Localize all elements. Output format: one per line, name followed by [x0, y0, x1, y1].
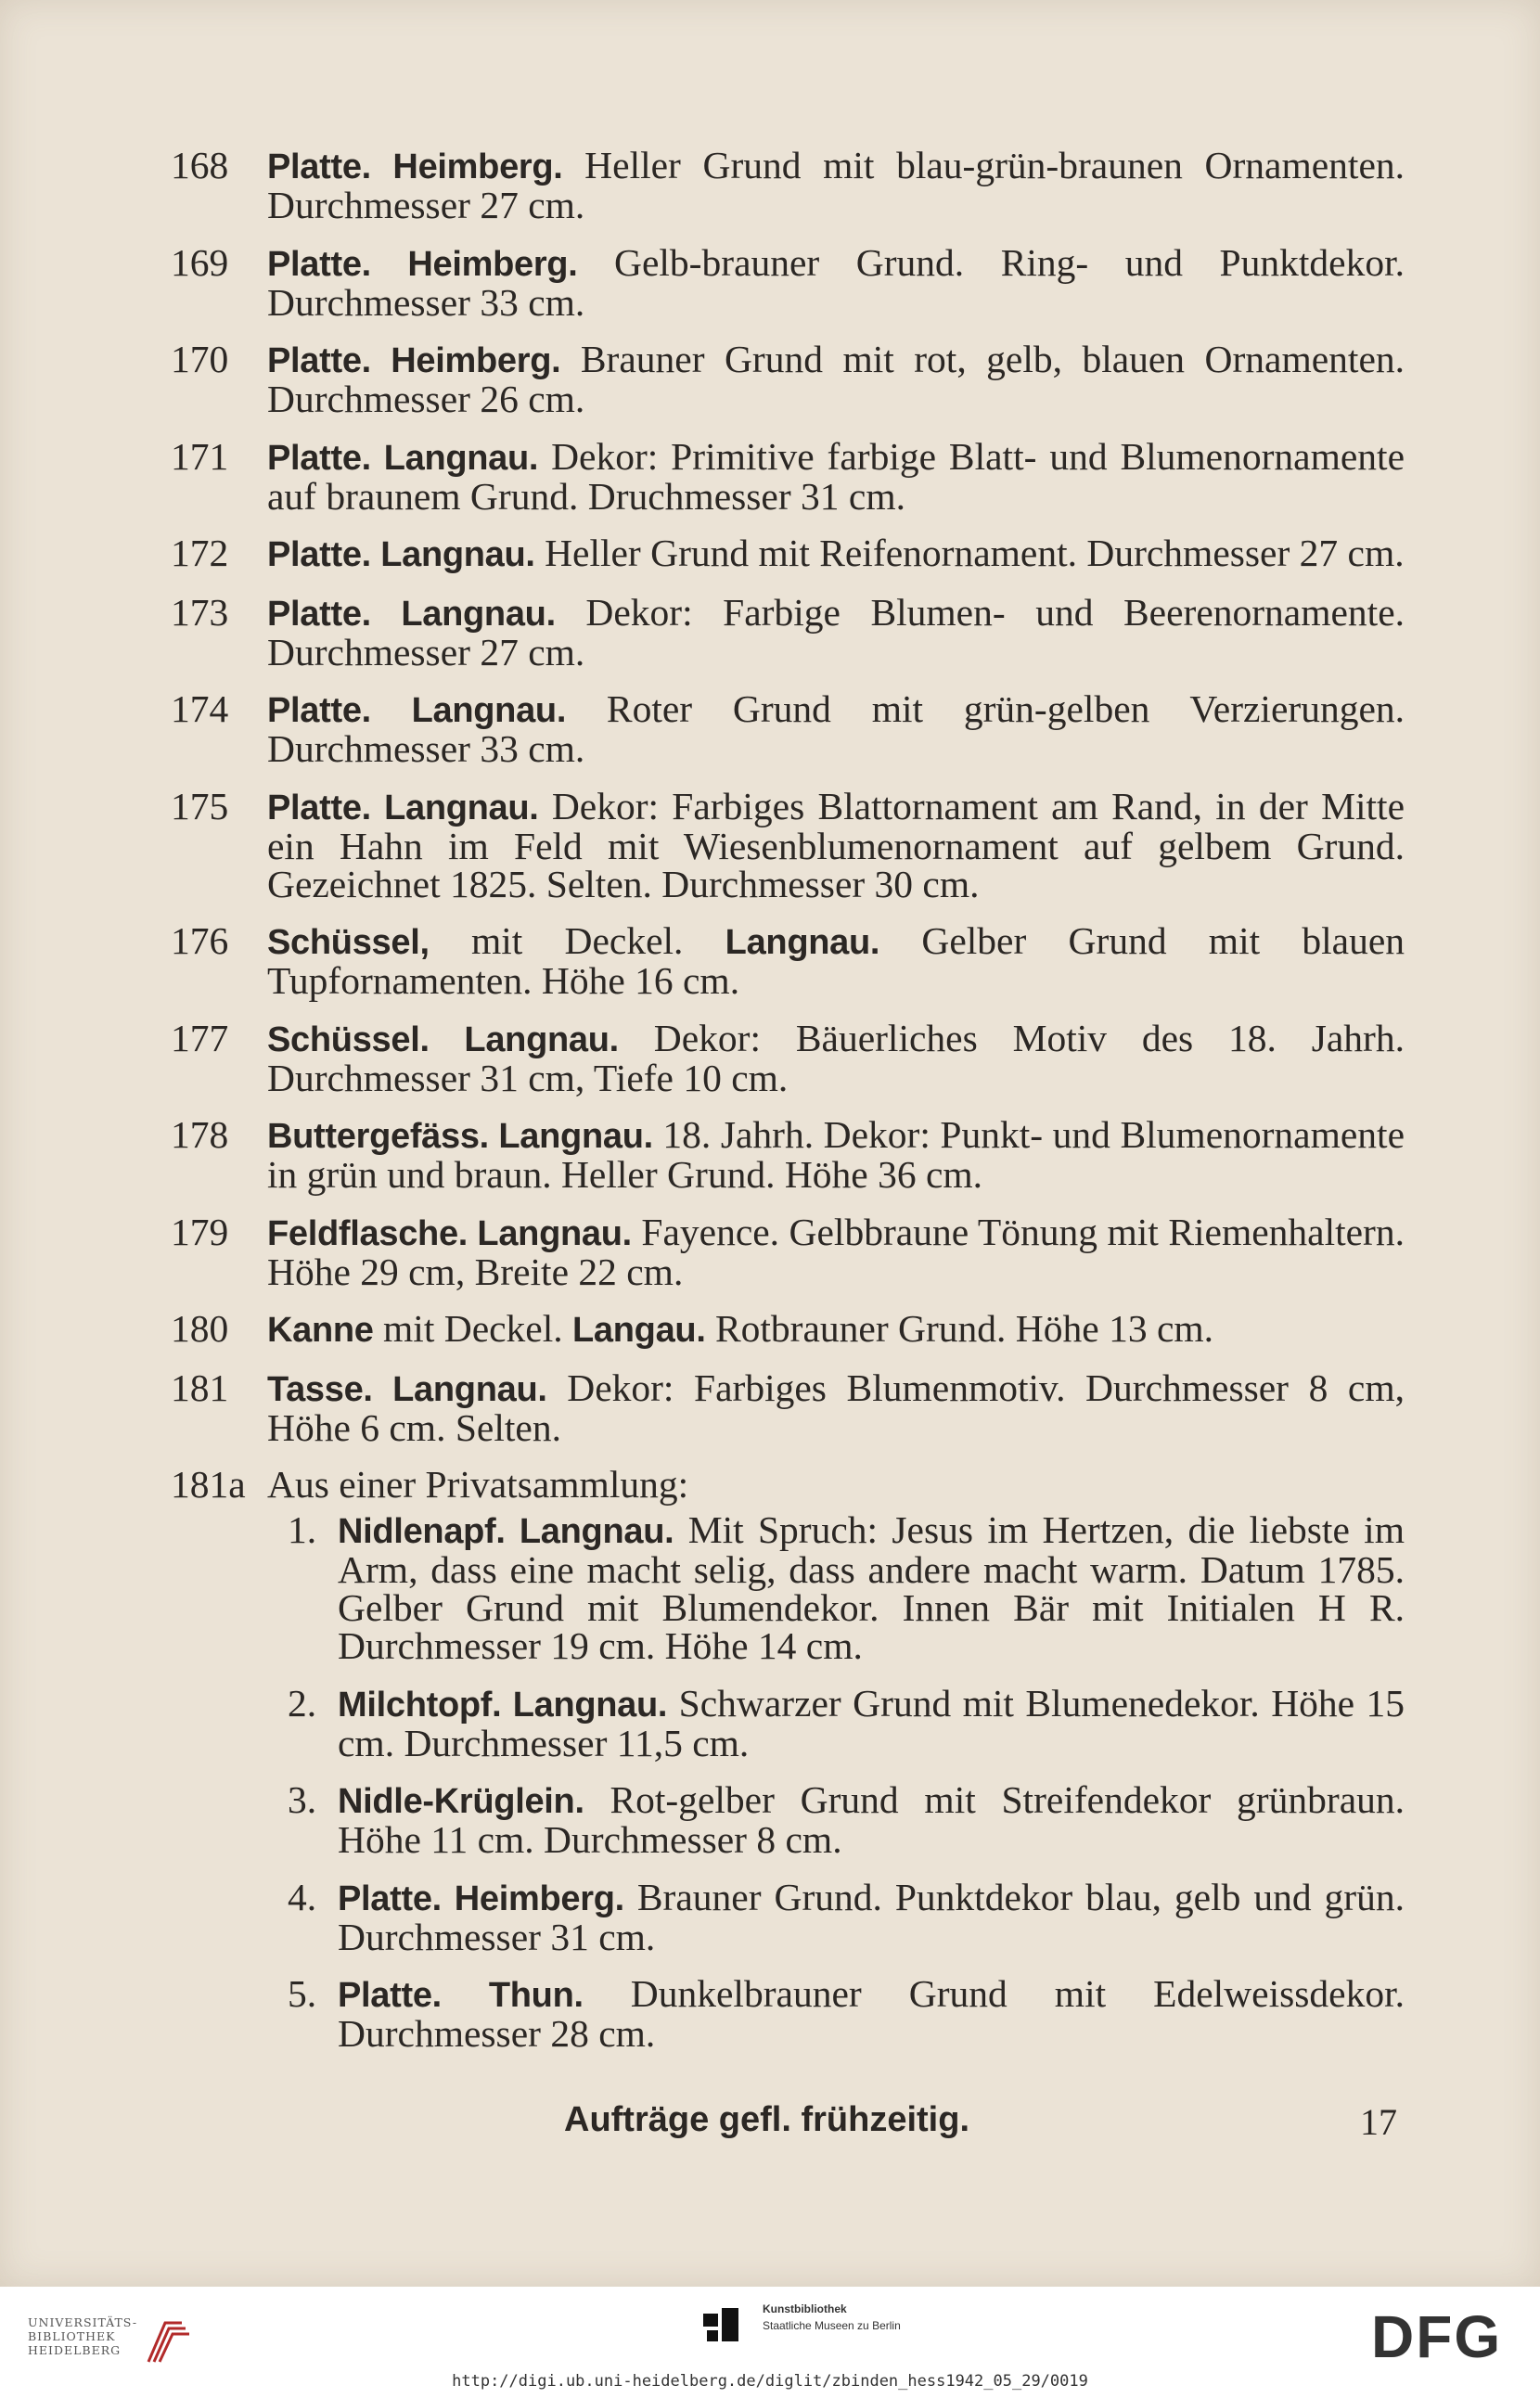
entry-text: Dekor: Primitive farbige Blatt- und Blumenornamente auf braunem Grund. Druchmesser 31 cm.	[267, 434, 1405, 518]
entry-text: Gelb-brauner Grund. Ring- und Punktdekor. Durchmesser 33 cm.	[267, 240, 1405, 324]
source-url[interactable]: http://digi.ub.uni-heidelberg.de/diglit/zbinden_hess1942_05_29/0019	[452, 2372, 1088, 2391]
entry-number: 168	[171, 144, 229, 186]
kunstbibliothek-mark-icon	[703, 2308, 740, 2341]
sub-entry-text: Mit Spruch: Jesus im Hertzen, die liebste im Arm, dass eine macht selig, dass andere macht warm. Datum 1785. Gelber Grund mit Blumendekor. Innen Bär mit Initialen H R. Durchmesser 19 cm. Höhe 14 cm.	[338, 1508, 1405, 1667]
entry-text: Heller Grund mit blau-grün-braunen Ornamenten. Durchmesser 27 cm.	[267, 144, 1405, 226]
entry-number: 180	[171, 1307, 229, 1350]
entry-number: 170	[171, 338, 229, 380]
entry-number: 181a	[171, 1463, 246, 1506]
sub-entry-text: Dunkelbrauner Grund mit Edelweissdekor. Durchmesser 28 cm.	[338, 1972, 1405, 2055]
entry-text-secondary: Gelber Grund mit blauen Tupfornamenten. Höhe 16 cm.	[267, 919, 1405, 1002]
entry-title-secondary: Langnau.	[725, 923, 880, 962]
entry-text: mit Deckel.	[429, 919, 725, 962]
entry-title: Platte. Heimberg.	[267, 341, 561, 380]
sub-entry-title: Nidle-Krüglein.	[338, 1782, 584, 1821]
entry-number: 175	[171, 784, 229, 827]
catalog-entry	[171, 1016, 1405, 1099]
entry-text: Dekor: Farbiges Blattornament am Rand, in der Mitte ein Hahn im Feld mit Wiesenblumenornament auf gelbem Grund. Gezeichnet 1825. Selten. Durchmesser 30 cm.	[267, 784, 1405, 905]
entry-text: mit Deckel.	[373, 1307, 572, 1350]
catalog-entry	[171, 784, 1405, 905]
kunstbibliothek-logo[interactable]	[703, 2299, 963, 2354]
entry-number: 169	[171, 240, 229, 284]
catalog-entry	[171, 1366, 1405, 1449]
kunstbibliothek-subtitle: Staatliche Museen zu Berlin	[763, 2319, 901, 2332]
entry-text: Fayence. Gelbbraune Tönung mit Riemenhaltern. Höhe 29 cm, Breite 22 cm.	[267, 1210, 1405, 1293]
sub-entry-number: 3.	[288, 1778, 317, 1821]
entry-title: Schüssel,	[267, 923, 430, 962]
sub-entry-number: 2.	[288, 1681, 317, 1725]
catalog-entry	[171, 919, 1405, 1002]
sub-entry-text: Rot-gelber Grund mit Streifendekor grünbraun. Höhe 11 cm. Durchmesser 8 cm.	[338, 1778, 1405, 1861]
entry-number: 172	[171, 532, 229, 574]
sub-entry	[267, 1972, 1405, 2055]
entry-title: Platte. Heimberg.	[267, 147, 563, 186]
university-library-name: UNIVERSITÄTS- BIBLIOTHEK HEIDELBERG	[28, 2315, 138, 2357]
entry-title: Platte. Heimberg.	[267, 244, 578, 284]
catalog-entry	[171, 340, 1405, 418]
page-number: 17	[1360, 2101, 1397, 2143]
sub-entry	[267, 1778, 1405, 1861]
entry-title: Schüssel. Langnau.	[267, 1019, 619, 1059]
entry-number: 177	[171, 1016, 229, 1059]
catalog-entry	[171, 1113, 1405, 1196]
entry-number: 181	[171, 1366, 229, 1409]
catalog-entry	[171, 687, 1405, 770]
entry-text-secondary: Rotbrauner Grund. Höhe 13 cm.	[705, 1307, 1214, 1350]
sub-entry-number: 1.	[288, 1508, 317, 1551]
entry-text: Heller Grund mit Reifenornament. Durchmesser 27 cm.	[534, 532, 1405, 574]
entry-title: Kanne	[267, 1311, 374, 1350]
sub-entry	[267, 1681, 1405, 1764]
sub-entry-title: Platte. Heimberg.	[338, 1879, 624, 1918]
catalog-entry	[171, 144, 1405, 226]
sub-entry-title: Milchtopf. Langnau.	[338, 1685, 668, 1725]
dfg-logo[interactable]: DFG	[1371, 2303, 1503, 2370]
entry-text: Dekor: Bäuerliches Motiv des 18. Jahrh. Durchmesser 31 cm, Tiefe 10 cm.	[267, 1016, 1405, 1099]
sub-entry-title: Platte. Thun.	[338, 1976, 584, 2015]
entry-number: 174	[171, 687, 229, 730]
entry-text: Dekor: Farbige Blumen- und Beerenornamente. Durchmesser 27 cm.	[267, 590, 1405, 673]
entry-title: Platte. Langnau.	[267, 788, 539, 827]
sub-entry-text: Schwarzer Grund mit Blumenedekor. Höhe 15 cm. Durchmesser 11,5 cm.	[338, 1681, 1405, 1764]
entry-title: Buttergefäss. Langnau.	[267, 1117, 653, 1156]
entry-title: Platte. Langnau.	[267, 438, 539, 478]
catalog-entry	[171, 534, 1405, 574]
entry-text: Dekor: Farbiges Blumenmotiv. Durchmesser 8 cm, Höhe 6 cm. Selten.	[267, 1366, 1405, 1449]
entry-text: 18. Jahrh. Dekor: Punkt- und Blumenornamente in grün und braun. Heller Grund. Höhe 36 cm.	[267, 1113, 1405, 1196]
entry-text: Brauner Grund mit rot, gelb, blauen Ornamenten. Durchmesser 26 cm.	[267, 338, 1405, 420]
sub-entry-number: 4.	[288, 1875, 317, 1918]
entry-number: 173	[171, 590, 229, 634]
catalog-entry	[171, 1210, 1405, 1293]
entry-title: Platte. Langnau.	[267, 594, 556, 634]
catalog-entry	[171, 1463, 1405, 1506]
entry-number: 178	[171, 1113, 229, 1156]
entry-title: Feldflasche. Langnau.	[267, 1213, 632, 1253]
entry-text: Roter Grund mit grün-gelben Verzierungen. Durchmesser 33 cm.	[267, 687, 1405, 770]
entry-title-secondary: Langau.	[572, 1311, 706, 1350]
entry-title: Platte. Langnau.	[267, 691, 567, 730]
entry-number: 179	[171, 1210, 229, 1253]
catalog-entry	[171, 434, 1405, 518]
entry-number: 171	[171, 434, 229, 478]
sub-entry	[267, 1508, 1405, 1667]
kunstbibliothek-title: Kunstbibliothek	[763, 2302, 847, 2315]
sub-entry-text: Brauner Grund. Punktdekor blau, gelb und grün. Durchmesser 31 cm.	[338, 1875, 1405, 1958]
sub-entry-title: Nidlenapf. Langnau.	[338, 1512, 674, 1551]
entry-title: Tasse. Langnau.	[267, 1369, 547, 1409]
catalog-entry	[171, 590, 1405, 673]
catalog-entries	[171, 144, 1405, 2072]
entry-number: 176	[171, 919, 229, 962]
entry-text: Aus einer Privatsammlung:	[267, 1463, 689, 1506]
entry-title: Platte. Langnau.	[267, 535, 535, 574]
sub-entry-number: 5.	[288, 1972, 317, 2015]
catalog-entry	[171, 1307, 1405, 1350]
university-library-logo[interactable]	[28, 2315, 195, 2371]
university-mark-icon	[141, 2315, 197, 2371]
catalog-entry	[171, 240, 1405, 324]
footer-note: Aufträge gefl. frühzeitig.	[564, 2100, 969, 2139]
sub-entry	[267, 1875, 1405, 1958]
